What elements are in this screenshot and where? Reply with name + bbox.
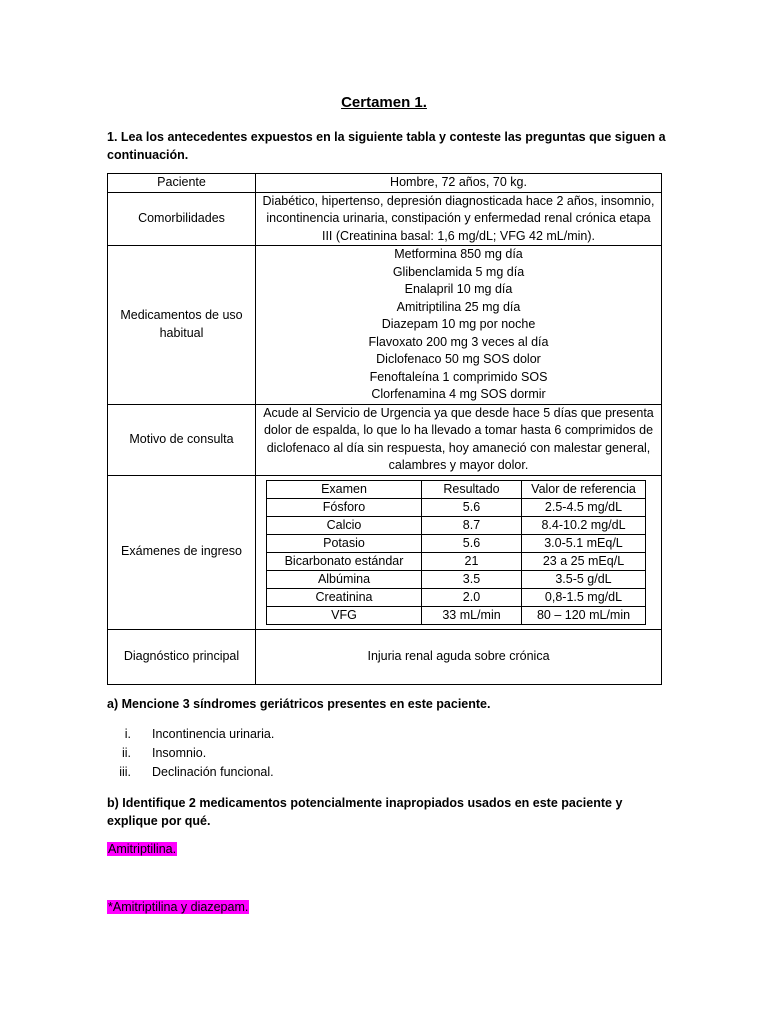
table-row: [108, 404, 662, 475]
exams-row: [267, 552, 646, 570]
list-number: i.: [124, 727, 131, 741]
exam-name: Calcio: [267, 516, 422, 534]
exam-reference: 80 – 120 mL/min: [522, 606, 646, 624]
exam-result: 5.6: [422, 498, 522, 516]
exams-table: [266, 480, 646, 625]
diagnostico-label: Diagnóstico principal: [108, 629, 256, 684]
list-item: [107, 725, 274, 744]
medication-item: Metformina 850 mg día: [394, 247, 523, 261]
table-row: [108, 246, 662, 405]
paciente-value: Hombre, 72 años, 70 kg.: [256, 174, 662, 193]
medicamentos-list: [256, 246, 662, 405]
list-number: ii.: [121, 746, 131, 760]
medicamentos-label: Medicamentos de uso habitual: [108, 246, 256, 405]
list-number: iii.: [119, 765, 131, 779]
exams-header: Examen: [267, 480, 422, 498]
exam-reference: 2.5-4.5 mg/dL: [522, 498, 646, 516]
list-text: Insomnio.: [152, 746, 207, 760]
medication-item: Diclofenaco 50 mg SOS dolor: [376, 352, 541, 366]
exam-name: VFG: [267, 606, 422, 624]
answers-a-list: [107, 725, 274, 782]
paciente-label: Paciente: [108, 174, 256, 193]
exam-name: Bicarbonato estándar: [267, 552, 422, 570]
table-row: [108, 192, 662, 246]
motivo-value: Acude al Servicio de Urgencia ya que desde hace 5 días que presenta dolor de espalda, lo que lo ha llevado a tomar hasta 6 comprimidos de diclofenaco al día sin respuesta, hoy amaneció con malestar general, calambres y mayor dolor.: [256, 404, 662, 475]
exams-row: [267, 588, 646, 606]
medication-item: Flavoxato 200 mg 3 veces al día: [368, 334, 549, 349]
question-1: 1. Lea los antecedentes expuestos en la siguiente tabla y conteste las preguntas que siguen a continuación.: [107, 130, 666, 162]
list-item: [107, 763, 274, 782]
medication-item: Glibenclamida 5 mg día: [392, 264, 525, 279]
medication-item: Amitriptilina 25 mg día: [396, 299, 521, 314]
exams-row: [267, 570, 646, 588]
medication-item: Diazepam 10 mg por noche: [381, 317, 536, 331]
document-title: Certamen 1.: [341, 94, 427, 111]
table-row: [108, 475, 662, 629]
examenes-label: Exámenes de ingreso: [108, 475, 256, 629]
list-text: Declinación funcional.: [152, 765, 274, 779]
exam-result: 33 mL/min: [422, 606, 522, 624]
exam-name: Fósforo: [267, 498, 422, 516]
list-text: Incontinencia urinaria.: [152, 727, 275, 741]
exam-name: Albúmina: [267, 570, 422, 588]
comorbilidades-value: Diabético, hipertenso, depresión diagnosticada hace 2 años, insomnio, incontinencia urinaria, constipación y enfermedad renal crónica etapa III (Creatinina basal: 1,6 mg/dL; VFG 42 mL/min).: [256, 192, 662, 246]
list-item: [107, 744, 274, 763]
medication-item: Fenoftaleína 1 comprimido SOS: [369, 369, 548, 384]
exams-header-row: [267, 480, 646, 498]
exam-result: 5.6: [422, 534, 522, 552]
exam-reference: 3.0-5.1 mEq/L: [522, 534, 646, 552]
exam-result: 2.0: [422, 588, 522, 606]
exam-reference: 8.4-10.2 mg/dL: [522, 516, 646, 534]
patient-table: [107, 173, 662, 685]
exam-name: Potasio: [267, 534, 422, 552]
motivo-label: Motivo de consulta: [108, 404, 256, 475]
medication-item: Clorfenamina 4 mg SOS dormir: [371, 387, 546, 401]
medication-item: Enalapril 10 mg día: [404, 282, 513, 296]
exam-result: 21: [422, 552, 522, 570]
table-row: [108, 174, 662, 193]
exam-name: Creatinina: [267, 588, 422, 606]
exam-reference: 3.5-5 g/dL: [522, 570, 646, 588]
examenes-cell: [256, 475, 662, 629]
table-row: [108, 629, 662, 684]
exams-row: [267, 606, 646, 624]
comorbilidades-label: Comorbilidades: [108, 192, 256, 246]
exam-reference: 0,8-1.5 mg/dL: [522, 588, 646, 606]
exam-result: 8.7: [422, 516, 522, 534]
exam-reference: 23 a 25 mEq/L: [522, 552, 646, 570]
question-a: a) Mencione 3 síndromes geriátricos presentes en este paciente.: [107, 697, 491, 711]
highlighted-answer-1: Amitriptilina.: [108, 842, 177, 856]
exams-row: [267, 516, 646, 534]
highlighted-answer-2: *Amitriptilina y diazepam.: [108, 900, 249, 914]
diagnostico-value: Injuria renal aguda sobre crónica: [256, 629, 662, 684]
question-b: b) Identifique 2 medicamentos potencialmente inapropiados usados en este paciente y explique por qué.: [107, 796, 623, 828]
exams-row: [267, 498, 646, 516]
exams-row: [267, 534, 646, 552]
exam-result: 3.5: [422, 570, 522, 588]
exams-header: Resultado: [422, 480, 522, 498]
exams-header: Valor de referencia: [522, 480, 646, 498]
